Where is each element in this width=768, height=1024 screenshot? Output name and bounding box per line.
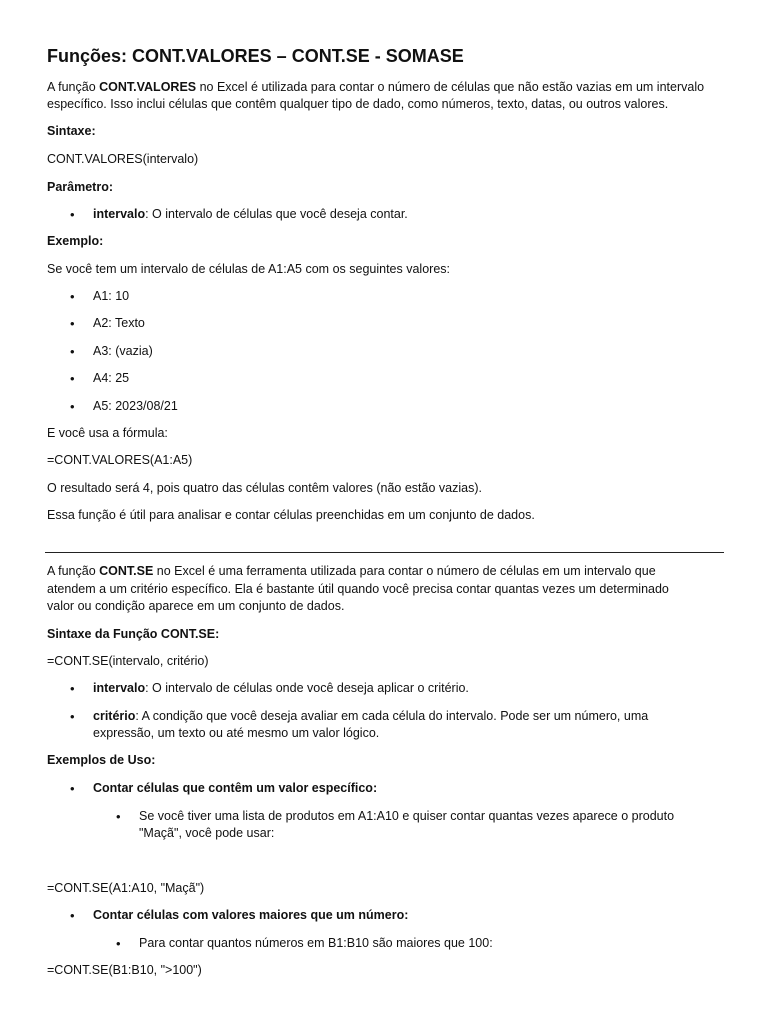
arg-item xyxy=(93,680,469,697)
bullet: • xyxy=(70,908,75,923)
cell-item: A4: 25 xyxy=(93,371,130,385)
example2-heading: Contar células com valores maiores que um número: xyxy=(93,908,409,922)
example1-heading: Contar células que contêm um valor específico: xyxy=(93,781,378,795)
bullet: • xyxy=(70,207,75,222)
section2-intro xyxy=(47,563,656,580)
example-heading: Exemplo: xyxy=(47,234,104,248)
bullet: • xyxy=(70,399,75,414)
formula-intro: E você usa a fórmula: xyxy=(47,426,168,440)
bullet: • xyxy=(70,316,75,331)
param-heading: Parâmetro: xyxy=(47,180,113,194)
arg-desc: : O intervalo de células onde você deseja aplicar o critério. xyxy=(145,681,469,695)
cell-item: A1: 10 xyxy=(93,289,130,303)
bullet: • xyxy=(70,371,75,386)
param-desc: : O intervalo de células que você deseja contar. xyxy=(145,207,408,221)
bullet: • xyxy=(70,344,75,359)
section1-intro-line2: específico. Isso inclui células que contêm qualquer tipo de dado, como números, texto, datas, ou outros valores. xyxy=(47,97,669,111)
section2-intro-line3: valor ou condição aparece em um conjunto de dados. xyxy=(47,599,345,613)
formula-text: =CONT.VALORES(A1:A5) xyxy=(47,453,193,467)
function-name: CONT.VALORES xyxy=(99,80,197,94)
intro-text: A função xyxy=(47,80,100,94)
bullet: • xyxy=(70,289,75,304)
closing-text: Essa função é útil para analisar e contar células preenchidas em um conjunto de dados. xyxy=(47,508,535,522)
example-intro: Se você tem um intervalo de células de A1:A5 com os seguintes valores: xyxy=(47,262,450,276)
bullet: • xyxy=(70,709,75,724)
function-name: CONT.SE xyxy=(99,564,154,578)
intro-text: no Excel é uma ferramenta utilizada para contar o número de células em um intervalo que xyxy=(153,564,656,578)
param-term: intervalo xyxy=(93,207,146,221)
example1-text: Se você tiver uma lista de produtos em A1:A10 e quiser contar quantas vezes aparece o produto xyxy=(139,809,675,823)
example2-formula: =CONT.SE(B1:B10, ">100") xyxy=(47,963,202,977)
example1-text-line2: "Maçã", você pode usar: xyxy=(139,826,275,840)
param-item xyxy=(93,206,408,223)
section2-intro-line2: atendem a um critério específico. Ela é bastante útil quando você precisa contar quantas vezes um determinado xyxy=(47,582,669,596)
example1-formula: =CONT.SE(A1:A10, "Maçã") xyxy=(47,881,205,895)
bullet: • xyxy=(70,681,75,696)
syntax-text: =CONT.SE(intervalo, critério) xyxy=(47,654,209,668)
section1-intro xyxy=(47,79,704,96)
intro-text: no Excel é utilizada para contar o número de células que não estão vazias em um intervalo xyxy=(196,80,705,94)
sub-bullet: • xyxy=(116,809,121,824)
intro-text: A função xyxy=(47,564,100,578)
examples-heading: Exemplos de Uso: xyxy=(47,753,156,767)
cell-item: A5: 2023/08/21 xyxy=(93,399,178,413)
example2-text: Para contar quantos números em B1:B10 são maiores que 100: xyxy=(139,936,493,950)
section-divider xyxy=(45,552,724,553)
arg-desc: : A condição que você deseja avaliar em cada célula do intervalo. Pode ser um número, uma xyxy=(135,709,649,723)
arg-term: critério xyxy=(93,709,136,723)
syntax-heading: Sintaxe: xyxy=(47,124,96,138)
syntax-heading: Sintaxe da Função CONT.SE: xyxy=(47,627,220,641)
cell-item: A3: (vazia) xyxy=(93,344,153,358)
sub-bullet: • xyxy=(116,936,121,951)
result-text: O resultado será 4, pois quatro das células contêm valores (não estão vazias). xyxy=(47,481,482,495)
arg-item xyxy=(93,708,648,725)
bullet: • xyxy=(70,781,75,796)
arg-term: intervalo xyxy=(93,681,146,695)
arg-desc-line2: expressão, um texto ou até mesmo um valor lógico. xyxy=(93,726,380,740)
cell-item: A2: Texto xyxy=(93,316,145,330)
page-title: Funções: CONT.VALORES – CONT.SE - SOMASE xyxy=(47,46,464,66)
syntax-text: CONT.VALORES(intervalo) xyxy=(47,152,199,166)
